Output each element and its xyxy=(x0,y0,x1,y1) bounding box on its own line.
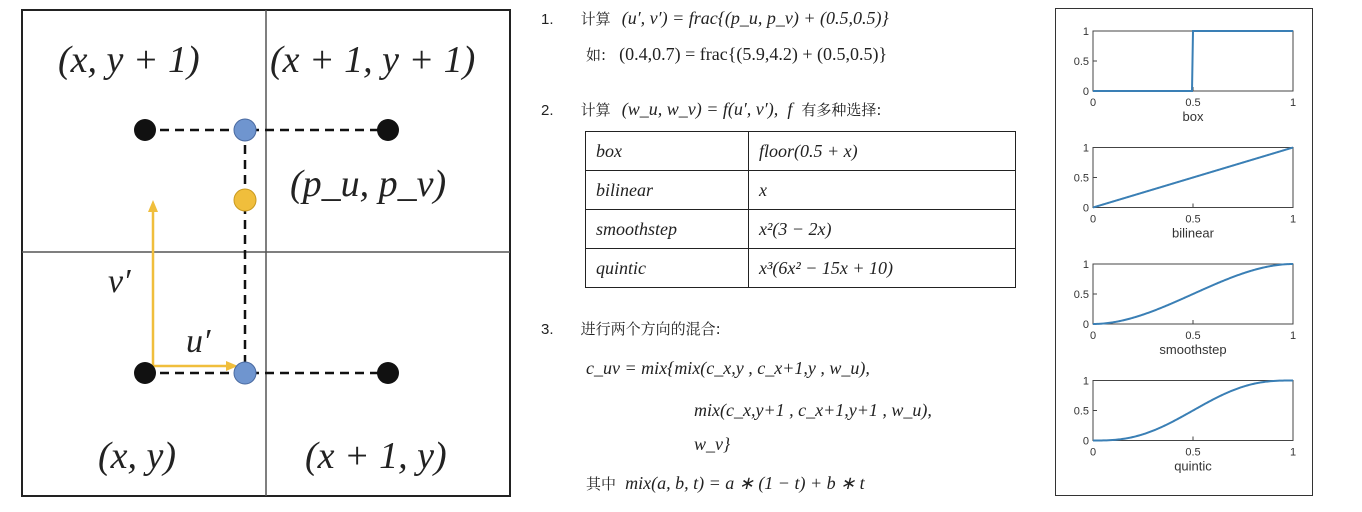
y-tick-label: 1 xyxy=(1082,142,1089,155)
point-blue-bottom xyxy=(234,362,256,384)
x-tick-label: 0.5 xyxy=(1185,330,1201,342)
point-yellow-sample xyxy=(234,189,256,211)
step-1-example xyxy=(586,44,887,65)
table-row xyxy=(586,171,1016,210)
function-table xyxy=(585,131,1016,288)
plot-box xyxy=(1074,26,1296,124)
x-tick-label: 0 xyxy=(1089,213,1097,226)
step-1-example-formula: (0.4,0.7) = frac{(5.9,4.2) + (0.5,0.5)} xyxy=(619,44,888,64)
table-cell-name: quintic xyxy=(586,249,749,288)
v-prime-arrowhead xyxy=(148,200,158,212)
y-tick-label: 0 xyxy=(1082,435,1089,448)
step-1 xyxy=(541,8,889,29)
step-2-text: 计算 xyxy=(580,101,611,119)
step-2-formula: (w_u, w_v) = f(u′, v′), xyxy=(621,99,779,119)
x-tick-label: 0 xyxy=(1089,97,1097,109)
curve-box xyxy=(1093,31,1293,91)
step-1-text: 计算 xyxy=(580,10,611,28)
label-bottom-left: (x, y) xyxy=(98,435,177,477)
y-tick-label: 0.5 xyxy=(1073,172,1089,185)
table-cell-name: box xyxy=(586,132,749,171)
y-tick-label: 0 xyxy=(1082,319,1089,331)
point-top-right xyxy=(377,119,399,141)
x-tick-label: 0.5 xyxy=(1185,446,1201,459)
label-v-prime: v′ xyxy=(108,263,131,300)
mix-formula-line-2: mix(c_x,y+1 , c_x+1,y+1 , w_u), xyxy=(694,400,932,420)
y-tick-label: 0 xyxy=(1082,202,1089,215)
curve-quintic xyxy=(1093,381,1293,441)
mix-formula-line-1: c_uv = mix{mix(c_x,y , c_x+1,y , w_u), xyxy=(586,358,870,378)
step-3-text: 进行两个方向的混合: xyxy=(580,320,721,338)
step-2-number: 2. xyxy=(541,102,554,119)
y-tick-label: 1 xyxy=(1082,26,1089,38)
mix-formula-line-3: w_v} xyxy=(694,434,731,454)
label-top-right: (x + 1, y + 1) xyxy=(270,39,476,81)
mix-definition xyxy=(586,473,865,494)
plot-smoothstep xyxy=(1074,259,1296,357)
grid-diagram xyxy=(0,0,530,512)
point-bottom-left xyxy=(134,362,156,384)
point-top-left xyxy=(134,119,156,141)
x-tick-label: 1 xyxy=(1289,97,1297,109)
table-cell-formula: x²(3 − 2x) xyxy=(749,210,1016,249)
x-tick-label: 1 xyxy=(1289,446,1297,459)
table-row xyxy=(586,249,1016,288)
plot-name-label: box xyxy=(1182,109,1204,124)
label-u-prime: u′ xyxy=(186,323,211,360)
plot-name-label: quintic xyxy=(1174,458,1212,474)
plot-bilinear xyxy=(1074,143,1296,241)
plot-name-label: smoothstep xyxy=(1159,342,1227,357)
x-tick-label: 0 xyxy=(1089,330,1097,342)
y-tick-label: 0.5 xyxy=(1073,289,1089,301)
x-tick-label: 0 xyxy=(1089,446,1097,459)
mix-definition-formula: mix(a, b, t) = a ∗ (1 − t) + b ∗ t xyxy=(625,473,865,493)
table-cell-name: bilinear xyxy=(586,171,749,210)
point-blue-top xyxy=(234,119,256,141)
curve-bilinear xyxy=(1093,148,1293,208)
table-row xyxy=(586,210,1016,249)
y-tick-label: 1 xyxy=(1082,259,1089,271)
y-tick-label: 0.5 xyxy=(1073,405,1089,418)
table-cell-formula: floor(0.5 + x) xyxy=(749,132,1016,171)
plot-quintic xyxy=(1074,376,1296,474)
table-cell-name: smoothstep xyxy=(586,210,749,249)
x-tick-label: 0.5 xyxy=(1185,97,1201,109)
step-1-number: 1. xyxy=(541,11,554,28)
mix-definition-label: 其中 xyxy=(586,475,617,493)
x-tick-label: 0.5 xyxy=(1185,213,1201,226)
table-row xyxy=(586,132,1016,171)
step-3-number: 3. xyxy=(541,321,554,338)
x-tick-label: 1 xyxy=(1289,213,1297,226)
x-tick-label: 1 xyxy=(1289,330,1297,342)
plots-panel xyxy=(1055,8,1313,496)
step-1-formula: (u′, v′) = frac{(p_u, p_v) + (0.5,0.5)} xyxy=(621,8,889,28)
step-1-example-label: 如: xyxy=(586,46,607,64)
table-cell-formula: x xyxy=(749,171,1016,210)
y-tick-label: 0.5 xyxy=(1073,56,1089,68)
label-bottom-right: (x + 1, y) xyxy=(305,435,447,477)
label-sample: (p_u, p_v) xyxy=(290,163,447,205)
plot-name-label: bilinear xyxy=(1172,225,1214,241)
plots-svg xyxy=(1056,9,1312,495)
y-tick-label: 0 xyxy=(1082,86,1089,98)
step-2-f: f xyxy=(787,99,793,119)
curve-smoothstep xyxy=(1093,264,1293,324)
step-2-suffix: 有多种选择: xyxy=(801,101,882,119)
point-bottom-right xyxy=(377,362,399,384)
label-top-left: (x, y + 1) xyxy=(58,39,200,81)
table-cell-formula: x³(6x² − 15x + 10) xyxy=(749,249,1016,288)
step-2 xyxy=(541,99,881,120)
step-3 xyxy=(541,318,721,339)
y-tick-label: 1 xyxy=(1082,375,1089,388)
